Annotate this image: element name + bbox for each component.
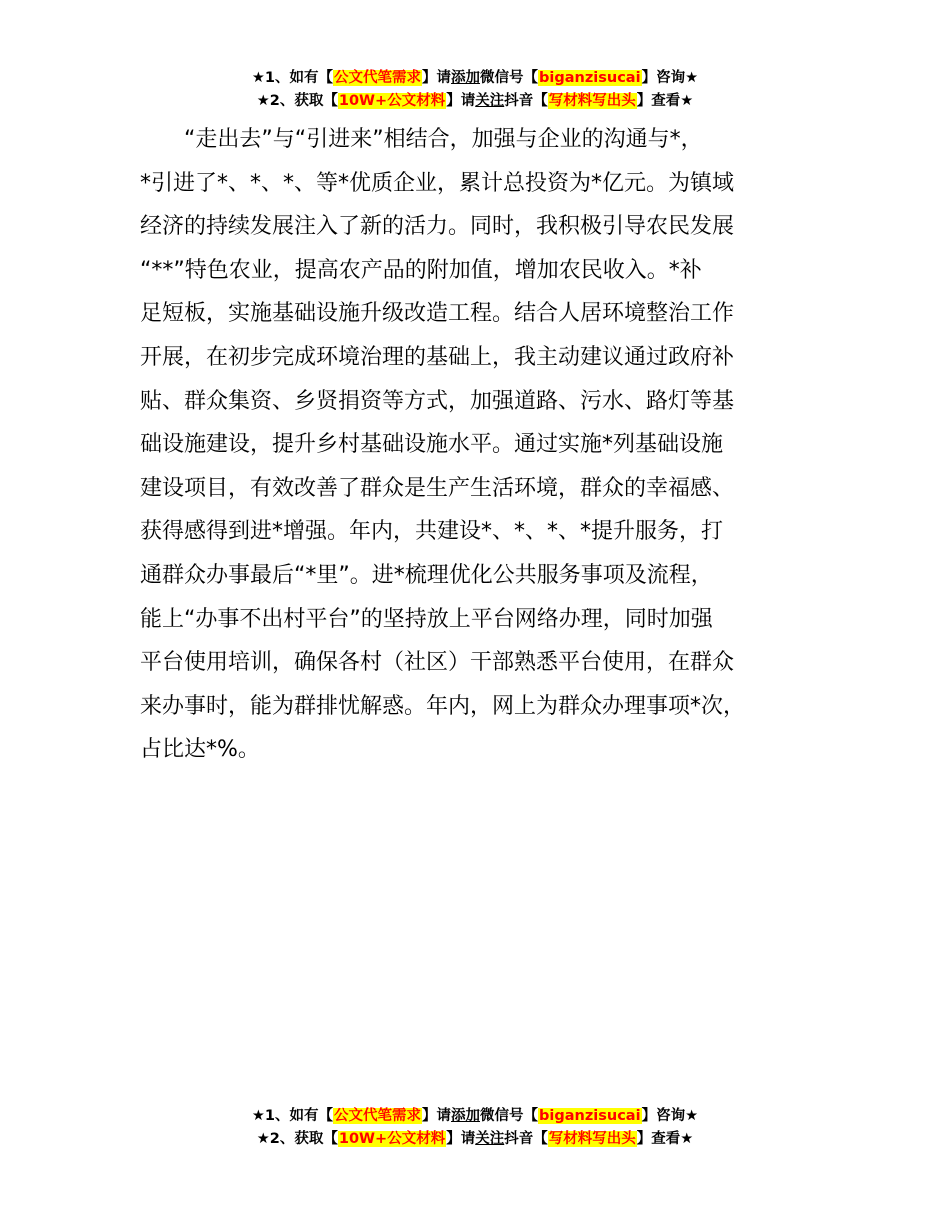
- body-line: 础设施建设，提升乡村基础设施水平。通过实施*列基础设施: [140, 432, 724, 458]
- banner-text: 】咨询★: [641, 1108, 699, 1124]
- header-banner: [0, 67, 950, 113]
- body-line: 足短板，实施基础设施升级改造工程。结合人居环境整治工作: [140, 301, 735, 327]
- highlight-text: 写材料写出头: [548, 1131, 636, 1147]
- body-line: 获得感得到进*增强。年内，共建设*、*、*、*提升服务，打: [140, 519, 724, 545]
- highlight-text: biganzisucai: [539, 1108, 641, 1124]
- body-line: 经济的持续发展注入了新的活力。同时，我积极引导农民发展: [140, 214, 735, 240]
- body-line: 来办事时，能为群排忧解惑。年内，网上为群众办理事项*次，: [140, 693, 746, 719]
- banner-line-2: [0, 1128, 950, 1151]
- underlined-text: 关注: [475, 1131, 505, 1147]
- banner-text: 】请: [446, 93, 476, 109]
- body-line: 贴、群众集资、乡贤捐资等方式，加强道路、污水、路灯等基: [140, 388, 735, 414]
- body-line: 平台使用培训，确保各村（社区）干部熟悉平台使用，在群众: [140, 650, 735, 676]
- banner-text: 】查看★: [636, 93, 694, 109]
- footer-banner: [0, 1105, 950, 1151]
- banner-text: ★1、如有【: [251, 70, 334, 86]
- banner-text: 】请: [422, 1108, 452, 1124]
- banner-text: 】查看★: [636, 1131, 694, 1147]
- banner-line-1: [0, 67, 950, 90]
- banner-text: 】请: [446, 1131, 476, 1147]
- body-line: “**”特色农业，提高农产品的附加值，增加农民收入。*补: [140, 257, 702, 283]
- banner-line-1: [0, 1105, 950, 1128]
- highlight-text: 公文代笔需求: [334, 1108, 422, 1124]
- body-paragraph: [140, 118, 840, 772]
- underlined-text: 关注: [475, 93, 505, 109]
- banner-text: 微信号【: [480, 1108, 539, 1124]
- banner-text: 抖音【: [504, 1131, 548, 1147]
- banner-text: ★2、获取【: [256, 93, 338, 109]
- highlight-text: biganzisucai: [539, 70, 641, 86]
- banner-text: 抖音【: [504, 93, 548, 109]
- highlight-text: 写材料写出头: [548, 93, 636, 109]
- body-line: 占比达*%。: [140, 737, 260, 763]
- banner-text: 】请: [422, 70, 452, 86]
- highlight-text: 公文代笔需求: [334, 70, 422, 86]
- body-line: 建设项目，有效改善了群众是生产生活环境，群众的幸福感、: [140, 475, 735, 501]
- body-line: *引进了*、*、*、等*优质企业，累计总投资为*亿元。为镇域: [140, 170, 735, 196]
- body-line: “走出去”与“引进来”相结合，加强与企业的沟通与*，: [184, 127, 703, 152]
- highlight-text: 10W+公文材料: [338, 93, 446, 109]
- banner-text: ★2、获取【: [256, 1131, 338, 1147]
- banner-text: ★1、如有【: [251, 1108, 334, 1124]
- banner-line-2: [0, 90, 950, 113]
- body-line: 通群众办事最后“*里”。进*梳理优化公共服务事项及流程，: [140, 562, 713, 588]
- banner-text: 微信号【: [480, 70, 539, 86]
- banner-text: 】咨询★: [641, 70, 699, 86]
- underlined-text: 添加: [451, 1108, 481, 1124]
- underlined-text: 添加: [451, 70, 481, 86]
- highlight-text: 10W+公文材料: [338, 1131, 446, 1147]
- body-line: 开展，在初步完成环境治理的基础上，我主动建议通过政府补: [140, 344, 735, 370]
- body-line: 能上“办事不出村平台”的坚持放上平台网络办理，同时加强: [140, 606, 713, 632]
